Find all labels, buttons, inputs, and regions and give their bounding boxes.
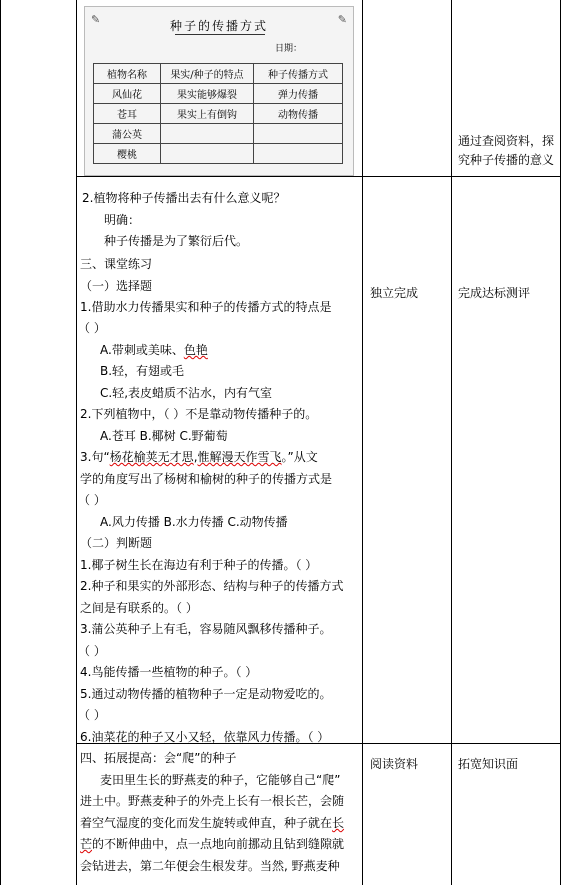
- options: A.苍耳 B.椰树 C.野葡萄: [100, 429, 228, 443]
- header-cell: 种子传播方式: [254, 64, 343, 84]
- table-column-divider: [362, 0, 363, 885]
- activity-col4: [458, 132, 558, 170]
- pin-icon: ✎: [337, 13, 347, 26]
- answer-blank: （ ）: [78, 493, 106, 507]
- activity-col4: 拓宽知识面: [458, 757, 519, 771]
- answer-blank: （ ）: [78, 708, 106, 722]
- section-heading: 三、课堂练习: [80, 257, 153, 271]
- cell: 果实能够爆裂: [161, 84, 254, 104]
- clarify-label: 明确：: [104, 213, 141, 227]
- option-text: A.带刺或美味、: [100, 343, 184, 357]
- cell: [254, 124, 343, 144]
- worksheet-title: 种子的传播方式: [169, 19, 268, 33]
- judgment-item: 1.椰子树生长在海边有利于种子的传播。（ ）: [80, 558, 318, 572]
- activity-col4: 完成达标测评: [458, 286, 531, 300]
- activity-col3: 独立完成: [370, 286, 419, 300]
- answer-blank: （ ）: [78, 321, 106, 335]
- judgment-item: 之间是有联系的。（ ）: [80, 601, 198, 615]
- judgment-item: 6.油菜花的种子又小又轻，依靠风力传播。（ ）: [80, 730, 330, 744]
- judgment-item: 3.蒲公英种子上有毛，容易随风飘移传播种子。: [80, 622, 332, 636]
- worksheet-date-label: 日期：: [275, 44, 303, 54]
- option: [100, 342, 208, 358]
- cell: 果实上有倒钩: [161, 104, 254, 124]
- judgment-item: 5.通过动物传播的植物种子一定是动物爱吃的。: [80, 687, 332, 701]
- paragraph-line: 进土中。野燕麦种子的外壳上长有一根长芒，会随: [80, 794, 345, 808]
- question: 2.下列植物中，（ ）不是靠动物传播种子的。: [80, 407, 318, 421]
- table-column-divider: [76, 0, 77, 885]
- header-cell: 果实/种子的特点: [161, 64, 254, 84]
- table-border-left: [0, 0, 1, 885]
- question: 2.植物将种子传播出去有什么意义呢？: [82, 191, 286, 205]
- options: A.风力传播 B.水力传播 C.动物传播: [100, 515, 288, 529]
- question: 3.句“杨花榆荚无才思,惟解漫天作雪飞。”从文: [80, 450, 318, 464]
- question: 1.借助水力传播果实和种子的传播方式的特点是: [80, 300, 332, 314]
- worksheet-row: [94, 104, 343, 124]
- cell: [161, 144, 254, 164]
- worksheet-row: [94, 144, 343, 164]
- table-column-divider: [451, 0, 452, 885]
- worksheet-row: [94, 124, 343, 144]
- activity-col3: 阅读资料: [370, 757, 419, 771]
- worksheet-image: [84, 6, 354, 176]
- paragraph-line: 麦田里生长的野燕麦的种子，它能够自己“爬”: [100, 773, 341, 787]
- section-heading: 四、拓展提高：会“爬”的种子: [80, 751, 237, 765]
- question: 学的角度写出了杨树和榆树的种子的传播方式是: [80, 472, 333, 486]
- title-underline: [175, 34, 265, 35]
- answer-blank: （ ）: [78, 644, 106, 658]
- subheading: （二）判断题: [80, 536, 153, 550]
- table-border-right: [560, 0, 561, 885]
- paragraph-line: 会钻进去，第二年便会生根发芽。当然, 野燕麦种: [80, 859, 340, 873]
- cell: 风仙花: [94, 84, 161, 104]
- worksheet-row: [94, 84, 343, 104]
- judgment-item: 2.种子和果实的外部形态、结构与种子的传播方式: [80, 579, 344, 593]
- activity-text: 通过查阅资料，探究种子传播的意义: [458, 134, 555, 167]
- cell: 弹力传播: [254, 84, 343, 104]
- paragraph-line: 芒的不断伸曲中，点一点地向前挪动且钻到缝隙就: [80, 837, 345, 851]
- pin-icon: ✎: [91, 13, 101, 26]
- cell: 苍耳: [94, 104, 161, 124]
- cell: 动物传播: [254, 104, 343, 124]
- worksheet-table: [93, 63, 343, 164]
- option: C.轻,表皮蜡质不沾水，内有气室: [100, 386, 273, 400]
- answer: 种子传播是为了繁衍后代。: [104, 234, 249, 248]
- judgment-item: 4.鸟能传播一些植物的种子。（ ）: [80, 665, 258, 679]
- cell: 蒲公英: [94, 124, 161, 144]
- option: B.轻，有翅或毛: [100, 364, 185, 378]
- header-cell: 植物名称: [94, 64, 161, 84]
- subheading: （一）选择题: [80, 279, 153, 293]
- option-text: 色艳: [183, 343, 208, 357]
- paragraph-line: 着空气湿度的变化而发生旋转或伸直，种子就在长: [80, 816, 345, 830]
- cell: 樱桃: [94, 144, 161, 164]
- worksheet-header-row: [94, 64, 343, 84]
- cell: [254, 144, 343, 164]
- cell: [161, 124, 254, 144]
- row-divider: [76, 176, 561, 177]
